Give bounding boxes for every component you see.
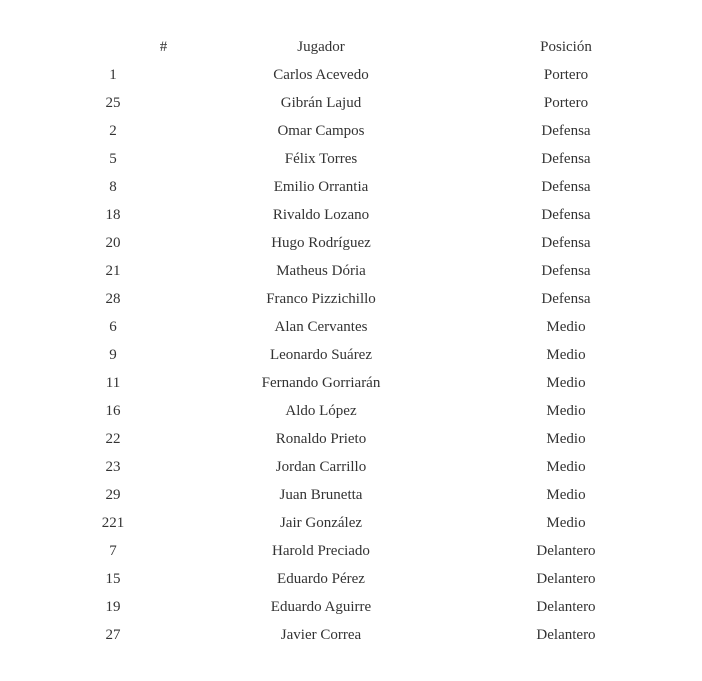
player-position-cell [415, 173, 702, 201]
player-name-cell [227, 257, 415, 285]
player-number-cell [0, 145, 227, 173]
player-position-cell [415, 201, 702, 229]
player-number: 29 [105, 487, 121, 503]
player-name: Félix Torres [284, 151, 358, 167]
table-row [0, 313, 702, 341]
player-name-cell [227, 61, 415, 89]
player-name: Aldo López [285, 403, 357, 419]
player-number-cell [0, 509, 227, 537]
player-name: Alan Cervantes [274, 319, 368, 335]
player-name-cell [227, 621, 415, 649]
player-name-cell [227, 145, 415, 173]
player-number: 25 [105, 95, 121, 111]
player-number: 18 [105, 207, 121, 223]
player-name: Leonardo Suárez [269, 347, 373, 363]
player-position-cell [415, 509, 702, 537]
position-column-header [415, 33, 702, 61]
table-row [0, 453, 702, 481]
player-position-cell [415, 341, 702, 369]
player-position: Medio [546, 431, 586, 447]
player-number: 8 [109, 179, 117, 195]
table-row [0, 509, 702, 537]
player-position-cell [415, 397, 702, 425]
player-number: 21 [105, 263, 121, 279]
player-position: Defensa [541, 235, 591, 251]
player-position: Medio [546, 403, 586, 419]
player-number-cell [0, 285, 227, 313]
table-row [0, 61, 702, 89]
player-name: Hugo Rodríguez [271, 235, 371, 251]
player-position: Delantero [536, 599, 596, 615]
player-number: 5 [109, 151, 117, 167]
table-row [0, 117, 702, 145]
player-number-cell [0, 369, 227, 397]
player-position: Defensa [541, 207, 591, 223]
player-number: 28 [105, 291, 121, 307]
table-row [0, 285, 702, 313]
player-number: 15 [105, 571, 121, 587]
player-position-cell [415, 425, 702, 453]
player-number: 9 [109, 347, 117, 363]
player-number: 16 [105, 403, 121, 419]
player-number-cell [0, 481, 227, 509]
player-number-cell [0, 89, 227, 117]
player-number: 19 [105, 599, 121, 615]
player-name: Omar Campos [277, 123, 365, 139]
player-name-cell [227, 229, 415, 257]
player-position-cell [415, 229, 702, 257]
player-number-cell [0, 257, 227, 285]
player-position-cell [415, 537, 702, 565]
table-row [0, 369, 702, 397]
player-number: 20 [105, 235, 121, 251]
roster-table-header [0, 33, 702, 61]
player-position: Defensa [541, 123, 591, 139]
player-position-cell [415, 481, 702, 509]
player-number: 11 [105, 375, 121, 391]
player-position: Portero [543, 67, 589, 83]
player-name-cell [227, 341, 415, 369]
table-row [0, 565, 702, 593]
table-row [0, 257, 702, 285]
player-header-label: Jugador [297, 39, 345, 55]
player-name: Carlos Acevedo [273, 67, 369, 83]
player-name-cell [227, 173, 415, 201]
player-position-cell [415, 593, 702, 621]
player-name-cell [227, 285, 415, 313]
player-name-cell [227, 313, 415, 341]
header-row [0, 33, 702, 61]
player-position: Medio [546, 515, 586, 531]
player-name-cell [227, 89, 415, 117]
player-name-cell [227, 537, 415, 565]
player-name: Jair González [279, 515, 363, 531]
player-number: 2 [109, 123, 117, 139]
player-column-header [227, 33, 415, 61]
player-name-cell [227, 425, 415, 453]
player-number-cell [0, 425, 227, 453]
player-number-cell [0, 537, 227, 565]
player-number: 27 [105, 627, 121, 643]
player-position-cell [415, 369, 702, 397]
table-row [0, 229, 702, 257]
player-name: Ronaldo Prieto [275, 431, 367, 447]
player-name-cell [227, 117, 415, 145]
table-row [0, 481, 702, 509]
number-header-label: # [159, 39, 168, 55]
player-position-cell [415, 117, 702, 145]
table-row [0, 173, 702, 201]
player-name-cell [227, 565, 415, 593]
roster-table-body [0, 61, 702, 649]
player-name-cell [227, 397, 415, 425]
table-row [0, 89, 702, 117]
player-name: Javier Correa [280, 627, 362, 643]
player-number-cell [0, 201, 227, 229]
player-name: Emilio Orrantia [273, 179, 369, 195]
player-number-cell [0, 229, 227, 257]
player-number-cell [0, 621, 227, 649]
player-number: 23 [105, 459, 121, 475]
player-number-cell [0, 593, 227, 621]
table-row [0, 201, 702, 229]
table-row [0, 537, 702, 565]
player-name-cell [227, 369, 415, 397]
player-name: Gibrán Lajud [280, 95, 362, 111]
player-name-cell [227, 481, 415, 509]
player-name: Fernando Gorriarán [261, 375, 381, 391]
player-position: Medio [546, 487, 586, 503]
player-name: Matheus Dória [276, 263, 366, 279]
player-position-cell [415, 565, 702, 593]
player-position: Defensa [541, 291, 591, 307]
player-name: Rivaldo Lozano [272, 207, 370, 223]
table-row [0, 145, 702, 173]
player-position: Medio [546, 375, 586, 391]
player-number-cell [0, 341, 227, 369]
player-position: Delantero [536, 571, 596, 587]
player-position: Defensa [541, 179, 591, 195]
player-name-cell [227, 453, 415, 481]
player-position: Medio [546, 347, 586, 363]
position-header-label: Posición [540, 39, 592, 55]
player-number: 1 [109, 67, 117, 83]
player-position: Medio [546, 459, 586, 475]
player-name-cell [227, 593, 415, 621]
table-row [0, 341, 702, 369]
player-position-cell [415, 313, 702, 341]
player-number-cell [0, 117, 227, 145]
player-name: Jordan Carrillo [275, 459, 367, 475]
player-position-cell [415, 285, 702, 313]
number-column-header [0, 33, 227, 61]
player-number-cell [0, 173, 227, 201]
player-number-cell [0, 397, 227, 425]
table-row [0, 425, 702, 453]
table-row [0, 621, 702, 649]
player-position: Delantero [536, 627, 596, 643]
player-position-cell [415, 453, 702, 481]
player-position: Medio [546, 319, 586, 335]
player-name: Juan Brunetta [279, 487, 363, 503]
player-position-cell [415, 257, 702, 285]
player-position: Defensa [541, 151, 591, 167]
player-position: Defensa [541, 263, 591, 279]
player-number: 221 [101, 515, 125, 531]
player-position: Portero [543, 95, 589, 111]
player-name-cell [227, 201, 415, 229]
player-number: 6 [109, 319, 117, 335]
table-row [0, 397, 702, 425]
player-name: Harold Preciado [272, 543, 370, 559]
player-name: Eduardo Aguirre [270, 599, 372, 615]
player-number-cell [0, 61, 227, 89]
player-position-cell [415, 621, 702, 649]
player-name: Eduardo Pérez [277, 571, 365, 587]
player-position-cell [415, 61, 702, 89]
player-position-cell [415, 145, 702, 173]
player-position: Delantero [536, 543, 596, 559]
player-name-cell [227, 509, 415, 537]
player-number-cell [0, 565, 227, 593]
roster-table [0, 33, 702, 649]
player-number-cell [0, 313, 227, 341]
table-row [0, 593, 702, 621]
player-number-cell [0, 453, 227, 481]
player-number: 22 [105, 431, 121, 447]
player-number: 7 [109, 543, 117, 559]
player-name: Franco Pizzichillo [266, 291, 376, 307]
player-position-cell [415, 89, 702, 117]
